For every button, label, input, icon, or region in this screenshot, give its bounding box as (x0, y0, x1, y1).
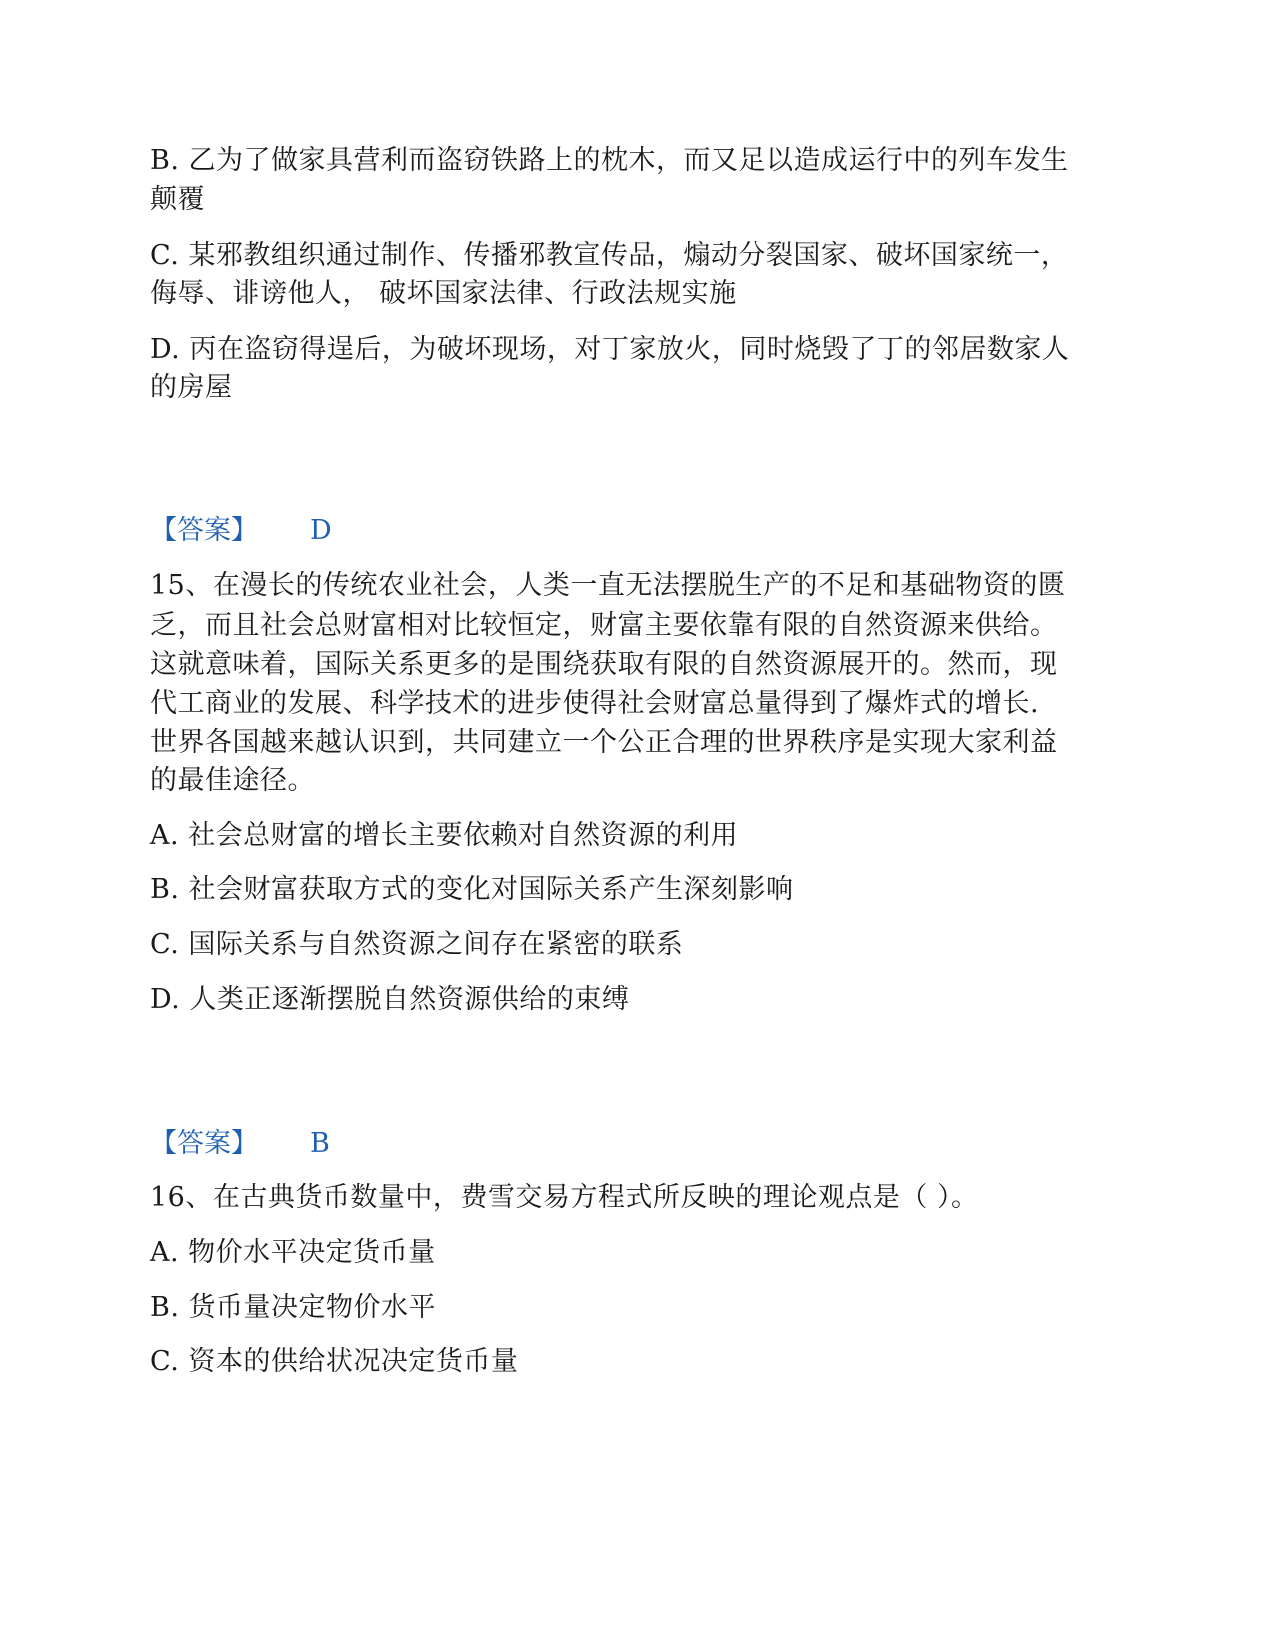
answer-label: 【答案】 (150, 515, 258, 546)
answer-value: B (310, 1128, 330, 1159)
q15-option-c: C. 国际关系与自然资源之间存在紧密的联系 (150, 929, 684, 960)
q14-option-d-line1: D. 丙在盗窃得逞后，为破坏现场，对丁家放火，同时烧毁了丁的邻居数家人 (150, 334, 1070, 365)
answer-value: D (310, 515, 332, 546)
answer-14 (150, 511, 332, 551)
q15-stem-line1: 15、在漫长的传统农业社会，人类一直无法摆脱生产的不足和基础物资的匮 (150, 570, 1066, 601)
q14-option-d-line2: 的房屋 (150, 372, 233, 403)
q16-option-c: C. 资本的供给状况决定货币量 (150, 1346, 519, 1377)
q14-option-b-line2: 颠覆 (150, 184, 205, 215)
answer-label: 【答案】 (150, 1128, 258, 1159)
q16-option-b: B. 货币量决定物价水平 (150, 1292, 437, 1323)
q14-option-b-line1: B. 乙为了做家具营利而盗窃铁路上的枕木，而又足以造成运行中的列车发生 (150, 145, 1069, 176)
q16-option-a: A. 物价水平决定货币量 (150, 1237, 436, 1268)
q15-stem-line2: 乏，而且社会总财富相对比较恒定，财富主要依靠有限的自然资源来供给。 (150, 610, 1058, 641)
q16-stem: 16、在古典货币数量中，费雪交易方程式所反映的理论观点是（ ）。 (150, 1182, 979, 1213)
q15-stem-line6: 的最佳途径。 (150, 765, 315, 796)
q15-option-a: A. 社会总财富的增长主要依赖对自然资源的利用 (150, 820, 739, 851)
q15-stem-line5: 世界各国越来越认识到，共同建立一个公正合理的世界秩序是实现大家利益 (150, 727, 1058, 758)
answer-15 (150, 1124, 330, 1164)
q14-option-c-line1: C. 某邪教组织通过制作、传播邪教宣传品，煽动分裂国家、破坏国家统一， (150, 240, 1069, 271)
q15-stem-line4: 代工商业的发展、科学技术的进步使得社会财富总量得到了爆炸式的增长. (150, 688, 1040, 719)
q15-option-d: D. 人类正逐渐摆脱自然资源供给的束缚 (150, 984, 630, 1015)
q15-option-b: B. 社会财富获取方式的变化对国际关系产生深刻影响 (150, 874, 794, 905)
q15-stem-line3: 这就意味着，国际关系更多的是围绕获取有限的自然资源展开的。然而，现 (150, 649, 1058, 680)
q14-option-c-line2: 侮辱、诽谤他人， 破坏国家法律、行政法规实施 (150, 278, 737, 309)
